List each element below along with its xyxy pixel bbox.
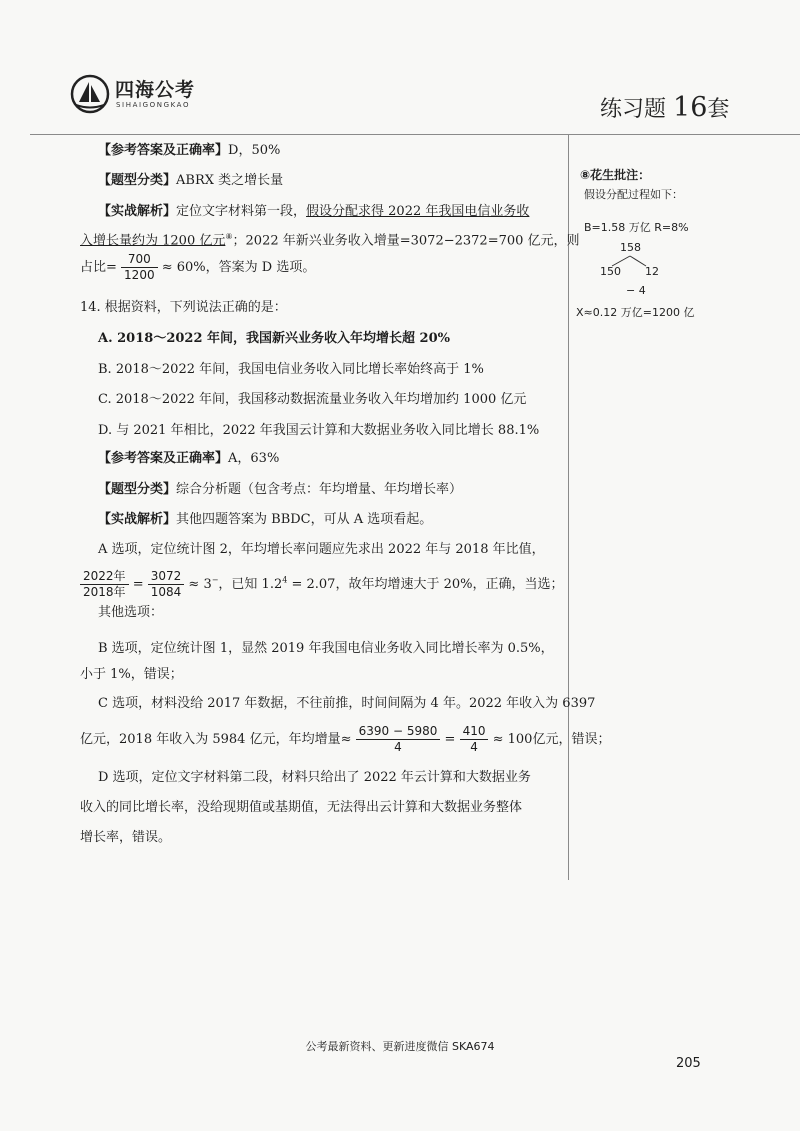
q13-answer-label: 【参考答案及正确率】 bbox=[98, 143, 229, 158]
q14-answer bbox=[98, 449, 279, 469]
header-divider bbox=[30, 134, 800, 135]
fraction-denominator: 4 bbox=[470, 740, 478, 754]
q13-answer-value: D，50% bbox=[228, 143, 281, 158]
tree-top-value: 158 bbox=[620, 241, 641, 254]
q13-analysis-text1: 定位文字材料第一段， bbox=[176, 204, 307, 219]
logo-subtitle: SIHAIGONGKAO bbox=[116, 101, 191, 109]
q14-option-b: B. 2018～2022 年间，我国电信业务收入同比增长率始终高于 1% bbox=[98, 362, 484, 377]
q13-analysis-underline2: 入增长量约为 1200 亿元 bbox=[80, 233, 226, 249]
q14-a-fraction2 bbox=[148, 569, 185, 600]
q14-others: 其他选项： bbox=[98, 605, 164, 620]
q14-option-c: C. 2018～2022 年间，我国移动数据流量业务收入年均增加约 1000 亿元 bbox=[98, 392, 527, 407]
q14-c-fraction2 bbox=[460, 724, 489, 755]
q14-c-line1: C 选项，材料没给 2017 年数据，不往前推，时间间隔为 4 年。2022 年收入为 6397 bbox=[98, 696, 596, 711]
tree-left-value: 150 bbox=[600, 265, 621, 278]
q14-d-line2: 收入的同比增长率，没给现期值或基期值，无法得出云计算和大数据业务整体 bbox=[80, 800, 523, 815]
q14-type bbox=[98, 480, 462, 500]
q14-b-line1: B 选项，定位统计图 1，显然 2019 年我国电信业务收入同比增长率为 0.5%， bbox=[98, 641, 554, 656]
q14-stem: 14. 根据资料，下列说法正确的是： bbox=[80, 300, 287, 315]
q14-a-known-sup: 4 bbox=[282, 575, 288, 585]
sailboat-logo-icon bbox=[70, 74, 110, 114]
q14-c-prefix: 亿元，2018 年收入为 5984 亿元，年均增量≈ bbox=[80, 732, 352, 747]
q14-option-d: D. 与 2021 年相比，2022 年我国云计算和大数据业务收入同比增长 88.1% bbox=[98, 423, 540, 438]
fraction-denominator: 2018年 bbox=[83, 585, 126, 599]
fraction-denominator: 1200 bbox=[124, 268, 155, 282]
q13-analysis-text2: ；2022 年新兴业务收入增量=3072−2372=700 亿元，则 bbox=[232, 233, 580, 249]
q14-option-a: A. 2018～2022 年间，我国新兴业务收入年均增长超 20% bbox=[98, 331, 450, 346]
q13-ratio-prefix: 占比= bbox=[80, 260, 117, 275]
series-number: 16 bbox=[673, 92, 708, 123]
q14-analysis-label: 【实战解析】 bbox=[98, 512, 177, 527]
fraction-numerator: 6390 − 5980 bbox=[356, 724, 441, 740]
q13-analysis-line2 bbox=[80, 227, 580, 251]
q14-a-equals: = bbox=[132, 577, 144, 592]
q14-c-equals: = bbox=[444, 732, 456, 747]
footer-text: 公考最新资料、更新进度微信 SKA674 bbox=[305, 1040, 495, 1053]
fraction-denominator: 4 bbox=[394, 740, 402, 754]
q13-answer bbox=[98, 141, 280, 161]
q13-type bbox=[98, 171, 283, 191]
q14-a-known: ，已知 1.2 bbox=[218, 577, 283, 592]
q14-d-line3: 增长率，错误。 bbox=[80, 830, 172, 845]
q14-a-approx: ≈ 3 bbox=[188, 577, 212, 592]
sidenote-line2: B=1.58 万亿 R=8% bbox=[584, 221, 689, 234]
q13-type-value: ABRX 类之增长量 bbox=[176, 173, 284, 188]
q14-type-value: 综合分析题（包含考点：年均增量、年均增长率） bbox=[176, 482, 463, 497]
q13-ratio-line bbox=[80, 252, 315, 283]
q13-analysis-label: 【实战解析】 bbox=[98, 204, 177, 219]
publisher-logo bbox=[70, 74, 220, 116]
q14-c-line2 bbox=[80, 724, 610, 755]
fraction-numerator: 2022年 bbox=[80, 569, 129, 585]
q14-c-tail: ≈ 100亿元，错误； bbox=[492, 732, 611, 747]
sidenote-result: X≈0.12 万亿=1200 亿 bbox=[576, 306, 695, 319]
fraction-denominator: 1084 bbox=[150, 585, 182, 599]
fraction-numerator: 410 bbox=[460, 724, 489, 740]
q14-analysis bbox=[98, 510, 432, 530]
q14-a-fraction1 bbox=[80, 569, 129, 600]
note-ref-mark: ⑧ bbox=[225, 232, 233, 241]
fraction-numerator: 700 bbox=[121, 252, 158, 268]
q13-ratio-suffix: ≈ 60%，答案为 D 选项。 bbox=[161, 260, 316, 275]
sidenote-line1: 假设分配过程如下： bbox=[584, 188, 683, 201]
fraction-numerator: 3072 bbox=[148, 569, 185, 585]
series-title bbox=[600, 92, 729, 123]
q14-a-line2 bbox=[80, 569, 563, 600]
q14-c-fraction1 bbox=[356, 724, 441, 755]
q14-answer-label: 【参考答案及正确率】 bbox=[98, 451, 229, 466]
q14-d-line1: D 选项，定位文字材料第二段，材料只给出了 2022 年云计算和大数据业务 bbox=[98, 770, 531, 785]
q13-ratio-fraction bbox=[121, 252, 158, 283]
tree-sub-value: − 4 bbox=[626, 284, 646, 297]
q14-a-approx-sup: − bbox=[211, 575, 219, 585]
tree-right-value: 12 bbox=[645, 265, 659, 278]
q13-analysis-line1 bbox=[98, 202, 529, 222]
q14-a-tail: = 2.07，故年均增速大于 20%，正确，当选； bbox=[291, 577, 564, 592]
q14-answer-value: A，63% bbox=[228, 451, 280, 466]
logo-name: 四海公考 bbox=[115, 79, 196, 101]
page-number: 205 bbox=[676, 1056, 701, 1071]
q14-b-line2: 小于 1%，错误； bbox=[80, 667, 183, 682]
q13-analysis-underline1: 假设分配求得 2022 年我国电信业务收 bbox=[306, 204, 530, 219]
series-suffix: 套 bbox=[707, 97, 730, 122]
sidenote-title: ⑧花生批注： bbox=[580, 168, 651, 182]
series-prefix: 练习题 bbox=[600, 97, 667, 122]
q14-type-label: 【题型分类】 bbox=[98, 482, 177, 497]
q14-a-line1: A 选项，定位统计图 2，年均增长率问题应先求出 2022 年与 2018 年比值， bbox=[98, 542, 545, 557]
q14-analysis-value: 其他四题答案为 BBDC，可从 A 选项看起。 bbox=[176, 512, 433, 527]
q13-type-label: 【题型分类】 bbox=[98, 173, 177, 188]
